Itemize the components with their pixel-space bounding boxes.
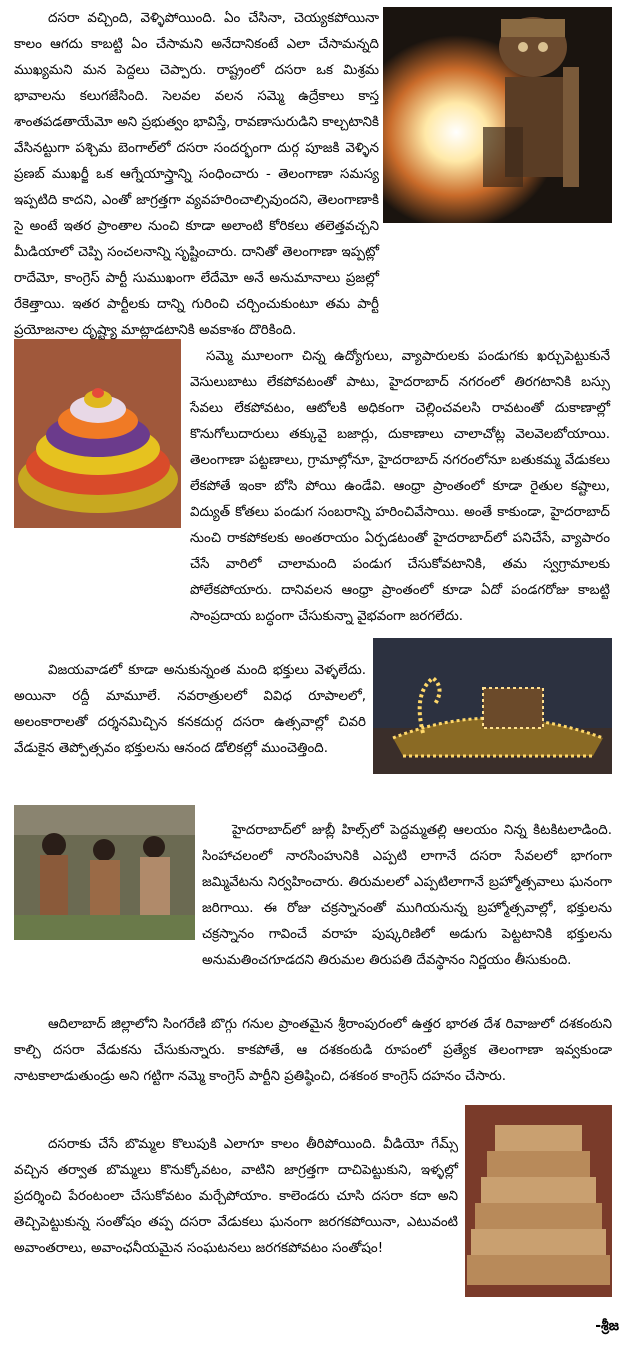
teppotsavam-illustration — [373, 638, 612, 774]
paragraph-2-text: సమ్మె మూలంగా చిన్న ఉద్యోగులు, వ్యాపారులకు పండుగకు ఖర్చుపెట్టుకునే వెసులుబాటు లేకపోవటంతో పాటు, హైదరాబాద్ నగరంలో తిరగటానికి బస్సు సేవలు లేకపోవటం, ఆటోలకి అధికంగా చెల్లించవలసి రావటంతో దుకాణాల్లో కొనుగోలుదారులు తక్కువై బజార్లు, దుకాణాలు చాలాచోట్ల వెలవెలబోయాయి. తెలంగాణా పట్టణాలు, గ్రామాల్లోనూ, హైదరాబాద్ నగరంలోనూ బతుకమ్మ వేడుకలు లేకపోతే ఇంకా బోసి పోయి ఉండేవి. ఆంధ్రా ప్రాంతంలో కూడా రైతుల కష్టాలు, విద్యుత్ కోతలు పండుగ సంబరాన్ని హరించివేసాయి. అంతే కాకుండా, హైదరాబాద్ నుంచి రాకపోకలకు అంతరాయం ఏర్పడటంతో హైదరాబాద్‌లో పనిచేసే, వ్యాపారం చేసే వారిలో చాలామంది పండుగ చేసుకోవటానికి, తమ స్వగ్రామాలకు పోలేకపోయారు. దానివలన ఆంధ్రా ప్రాంతంలో కూడా ఏదో పండగరోజు కాబట్టి సాంప్రదాయ బద్ధంగా చేసుకున్నా వైభవంగా జరగలేదు. — [190, 349, 610, 624]
article-paragraph-4 — [202, 818, 612, 974]
bathukamma-image — [14, 339, 181, 528]
ravana-effigy-image — [383, 7, 612, 223]
devotees-illustration — [14, 805, 195, 940]
paragraph-6-text: దసరాకు చేసే బొమ్మల కొలుపుకి ఎలాగూ కాలం తీరిపోయింది. వీడియో గేమ్స్ వచ్చిన తర్వాత బొమ్మలు కొనుక్కోవటం, వాటిని జాగ్రత్తగా దాచిపెట్టుకుని, ఇళ్ళల్లో ప్రదర్శించి పేరంటంలా చేసుకోవటం మర్చేపోయాం. కాలెండరు చూసి దసరా కదా అని తెచ్చిపెట్టుకున్న సంతోషం తప్ప దసరా వేడుకలు ఘనంగా జరగకపోయినా, ఎటువంటి అవాంతరాలు, అవాంఛనీయమైన సంఘటనలు జరగకపోవటం సంతోషం! — [14, 1137, 458, 1256]
paragraph-3-text: విజయవాడలో కూడా అనుకున్నంత మంది భక్తులు వెళ్ళలేదు. అయినా రద్దీ మామూలే. నవరాత్రులలో వివిధ రూపాలలో, అలంకారాలతో దర్శనమిచ్చిన కనకదుర్గ దసరా ఉత్సవాల్లో చివరి వేడుకైన తెప్పోత్సవం భక్తులను ఆనంద డోలికల్లో ముంచెత్తింది. — [14, 663, 366, 756]
bathukamma-illustration — [14, 339, 181, 528]
article-paragraph-6 — [14, 1132, 458, 1262]
paragraph-5-text: ఆదిలాబాద్ జిల్లాలోని సింగరేణి బొగ్గు గనుల ప్రాంతమైన శ్రీరాంపురంలో ఉత్తర భారత దేశ రివాజులో దశకంఠుని కాల్చి దసరా వేడుకను చేసుకున్నారు. కాకపోతే, ఆ దశకంఠుడి రూపంలో ప్రత్యేక తెలంగాణా ఇవ్వకుండా నాటకాలాడుతుండ్రు అని గట్టిగా నమ్మె కాంగ్రెస్ పార్టీని ప్రతిష్ఠించి, దశకంఠ కాంగ్రెస్ దహనం చేసారు. — [14, 1017, 612, 1084]
paragraph-4-text: హైదరాబాద్‌లో జుబ్లీ హిల్స్‌లో పెద్దమ్మతల్లి ఆలయం నిన్న కిటకిటలాడింది. సింహాచలంలో నారసింహునికి ఎప్పటి లాగానే దసరా సేవలలో భాగంగా జమ్మివేటను నిర్వహించారు. తిరుమలలో ఎప్పటిలాగానే బ్రహ్మోత్సవాలు ఘనంగా జరిగాయి. ఈ రోజు చక్రస్నానంతో ముగియనున్న బ్రహ్మోత్సవాల్లో, భక్తులను చక్రస్నానం గావించే వరాహ పుష్కరిణిలో అడుగు పెట్టటానికి భక్తులను అనుమతించగూడదని తిరుమల తిరుపతి దేవస్థానం నిర్ణయం తీసుకుంది. — [202, 823, 612, 968]
author-signature: -శ్రీజ — [595, 1318, 619, 1334]
ravana-effigy-illustration — [383, 7, 612, 223]
article-paragraph-5 — [14, 1012, 612, 1090]
paragraph-1-text: దసరా వచ్చింది, వెళ్ళిపోయింది. ఏం చేసినా, చెయ్యకపోయినా కాలం ఆగదు కాబట్టి ఏం చేసామని అనేదానికంటే ఎలా చేసామన్నది ముఖ్యమని మన పెద్దలు చెప్పారు. రాష్ట్రంలో దసరా ఒక మిశ్రమ భావాలను కలుగజేసింది. సెలవల వలన సమ్మె ఉద్రేకాలు కాస్త శాంతపడతాయేమో అని ప్రభుత్వం భావిస్తే, రావణాసురుడిని కాల్చటానికి వేసినట్టుగా పశ్చిమ బెంగాల్‌లో దసరా సందర్భంగా దుర్గ పూజకి వెళ్ళిన ప్రణబ్ ముఖర్జీ ఒక ఆగ్నేయాస్త్రాన్ని సంధించారు - తెలంగాణా సమస్య ఇప్పటిది కాదని, ఎంతో జాగ్రత్తగా వ్యవహరించాల్సివుందని, తెలంగాణాకి సై అంటే ఇతర ప్రాంతాల నుంచి కూడా అలాంటి కోరికలు తలెత్తవచ్చని మీడియాలో చెప్పి సంచలనాన్ని సృష్టించారు. దానితో తెలంగాణా ఇప్పట్లో రాదేమో, కాంగ్రెస్ పార్టీ సుముఖంగా లేదేమో అనే అనుమానాలు ప్రజల్లో రేకెత్తాయి. ఇతర పార్టీలకు దాన్ని గురించి చర్చించుకుంటూ తమ పార్టీ ప్రయోజనాల దృష్ట్యా మాట్లాడటానికి అవకాశం దొరికింది. — [14, 11, 379, 338]
article-paragraph-3 — [14, 658, 366, 762]
teppotsavam-boat-image — [373, 638, 612, 774]
devotees-bathing-image — [14, 805, 195, 940]
article-paragraph-2 — [190, 344, 610, 630]
bommala-koluvu-illustration — [465, 1105, 612, 1297]
article-paragraph-1 — [14, 6, 379, 344]
bommala-koluvu-image — [465, 1105, 612, 1297]
